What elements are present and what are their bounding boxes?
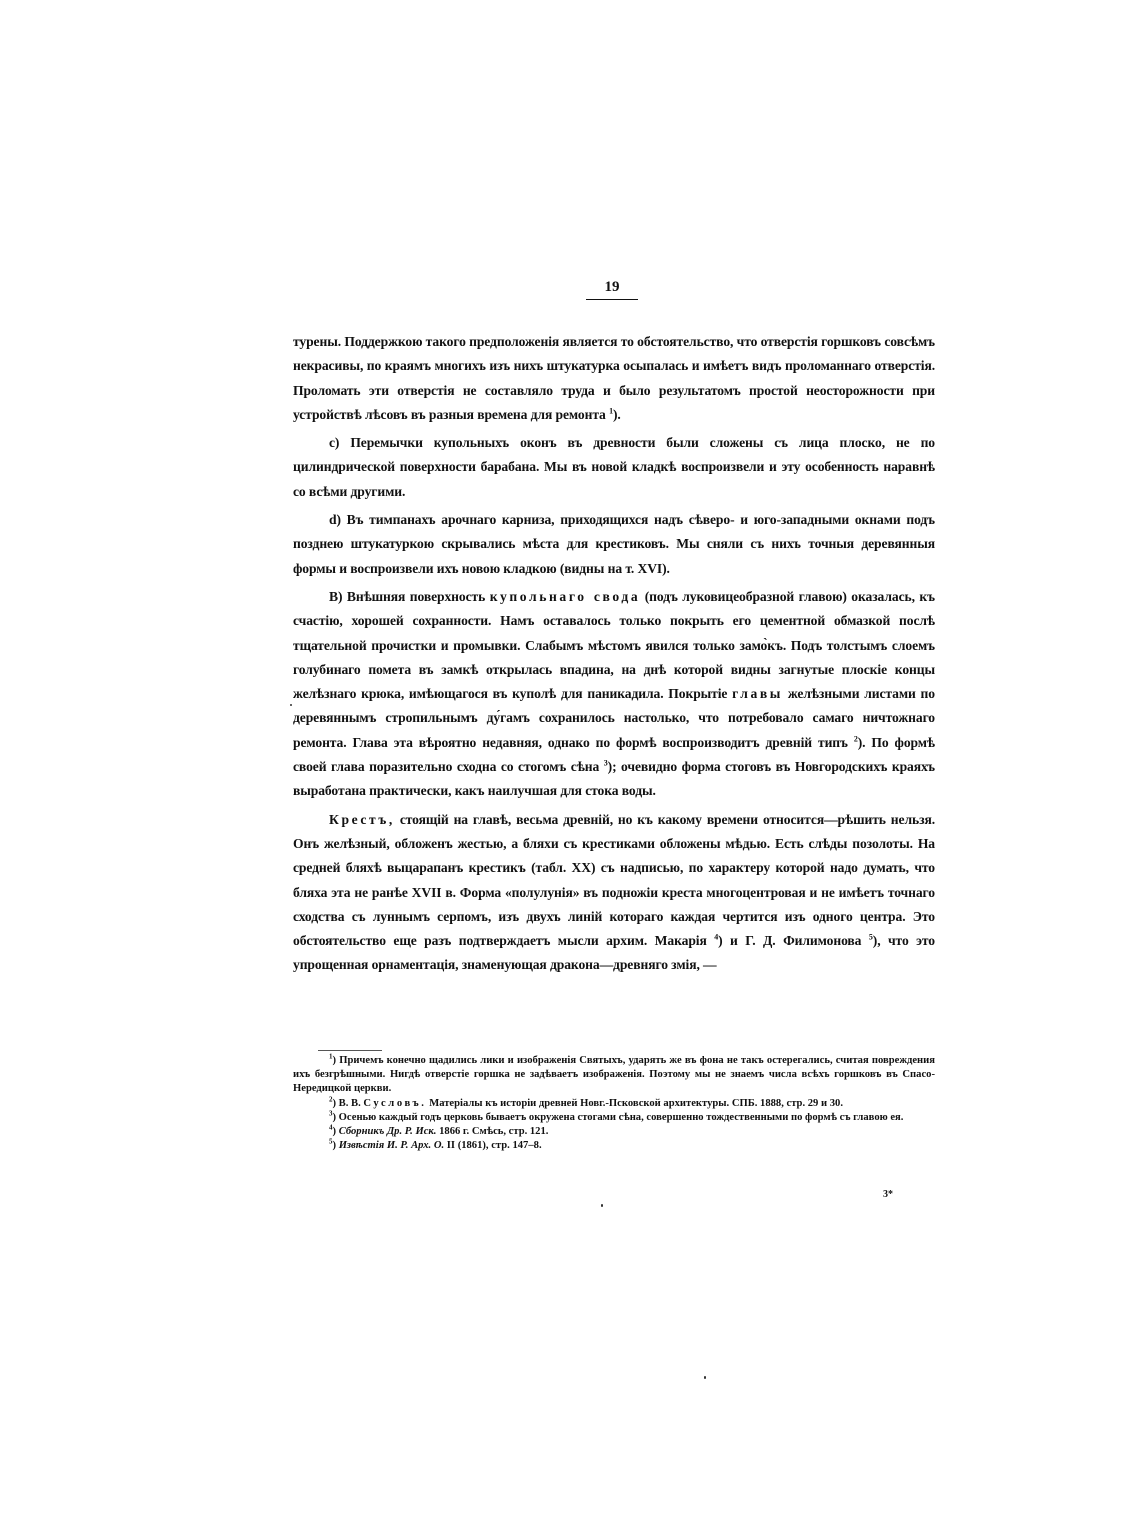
- paragraph-b-text-2: желѣзными листами по деревяннымъ стропильнымъ ду́гамъ сохранилось настолько, что потребовало самаго ничтожнаго ремонта. Глава эта вѣроятно недавняя, однако по формѣ воспроизводитъ древній типъ: [293, 686, 935, 750]
- paragraph-krest: [293, 808, 935, 978]
- footnote-2-author-initials: ) В. В.: [332, 1097, 361, 1109]
- footnote-divider: [318, 1050, 382, 1051]
- paragraph-d: d) Въ тимпанахъ арочнаго карниза, приходящихся надъ сѣверо- и юго-западными окнами подъ позднею штукатуркою скрывались мѣста для крестиковъ. Мы сняли съ нихъ точныя деревянныя формы и воспроизвели ихъ новою кладкою (видны на т. XVI).: [293, 512, 935, 576]
- footnote-3-number: 3: [329, 1109, 333, 1118]
- paragraph-b-text-3: ). По формѣ своей глава поразительно сходна со стогомъ сѣна: [293, 734, 935, 775]
- footnote-3: [293, 1111, 935, 1125]
- scan-speck: [290, 704, 292, 706]
- footnote-4: $^4$) Сборникъ Др. Р. Иск. 1866 г. Смѣсь, стр. 121.: [329, 1123, 549, 1138]
- footnote-5: $^5$) Извѣстія И. Р. Арх. О. II (1861), стр. 147–8.: [329, 1137, 542, 1152]
- footnote-4-text: 1866 г. Смѣсь, стр. 121.: [439, 1126, 549, 1138]
- footnote-4-number: 4: [329, 1123, 333, 1132]
- footnote-ref-4[interactable]: 4: [714, 932, 719, 942]
- paragraph-b: [293, 585, 935, 804]
- paragraph-krest-text-2: ) и Г. Д. Филимонова: [718, 933, 862, 949]
- footnote-2-number: 2: [329, 1095, 333, 1104]
- footnotes: [293, 1054, 935, 1153]
- scan-speck: [704, 1376, 706, 1379]
- spaced-term-krest: Крестъ,: [329, 811, 395, 827]
- footnote-1-number: 1: [329, 1052, 333, 1061]
- body-text: [293, 330, 935, 982]
- paragraph-c: c) Перемычки купольныхъ оконъ въ древности были сложены съ лица плоско, не по цилиндрической поверхности барабана. Мы въ новой кладкѣ воспроизвели и эту особенность наравнѣ со всѣми другими.: [293, 435, 935, 499]
- footnote-2-text: Матеріалы къ исторіи древней Новг.-Псковской архитектуры. СПБ. 1888, стр. 29 и 30.: [429, 1097, 843, 1109]
- footnote-ref-3[interactable]: 3: [603, 758, 608, 768]
- paragraph-krest-text-1: стоящій на главѣ, весьма древній, но къ какому времени относится—рѣшить нельзя. Онъ желѣзный, обложенъ жестью, а бляхи съ крестиками обложены мѣдью. Есть слѣды позолоты. На средней бляхѣ выцарапанъ крестикъ (табл. XX) съ надписью, по характеру которой надо думать, что бляха эта не ранѣе XVII в. Форма «полулунія» въ подножіи креста многоцентровая и не имѣетъ точнаго сходства съ луннымъ серпомъ, изъ двухъ линій котораго каждая чертится изъ одного центра. Это обстоятельство еще разъ подтверждаетъ мысли архим. Макарія: [293, 811, 935, 949]
- paragraph-1: [293, 330, 935, 427]
- page-number: 19: [586, 279, 638, 300]
- paragraph-b-text-1: (подъ луковицеобразной главою) оказалась, къ счастію, хорошей сохранности. Намъ оставалось только покрыть его цементной обмазкой послѣ тщательной прочистки и промывки. Слабымъ мѣстомъ явился только замо̀къ. Подъ толстымъ слоемъ голубинаго помета въ замкѣ открылась впадина, на днѣ которой видны загнутые плоскіе концы желѣзнаго крюка, имѣющагося въ куполѣ для паникадила. Покрытіе: [293, 588, 935, 702]
- footnote-1-text: ) Причемъ конечно щадились лики и изображенія Святыхъ, ударять же въ фона не такъ остерегались, считая повреждения ихъ безгрѣшными. Нигдѣ отверстіе горшка не задѣваетъ изображенія. Поэтому мы не знаемъ числа всѣхъ горшковъ въ Спасо-Нередицкой церкви.: [293, 1055, 935, 1095]
- footnote-5-title: Извѣстія И. Р. Арх. О.: [338, 1140, 445, 1152]
- paragraph-krest-text-3: ), что это упрощенная орнаментація, знаменующая дракона—древняго змія, —: [293, 933, 936, 973]
- footnote-5-number: 5: [329, 1137, 333, 1146]
- footnote-3-text: ) Осенью каждый годъ церковь бываетъ окружена стогами сѣна, совершенно тождественными по формѣ съ главою ея.: [332, 1111, 904, 1123]
- spaced-term-kupolnago-svoda: купольнаго свода: [489, 588, 641, 604]
- footnote-2: [293, 1097, 935, 1111]
- scan-speck: [601, 1204, 603, 1207]
- paragraph-b-lead: B) Внѣшняя поверхность: [329, 588, 486, 604]
- spaced-term-glavy: главы: [732, 686, 784, 702]
- footnote-4-title: Сборникъ Др. Р. Иск.: [338, 1126, 437, 1138]
- footnote-2-author: Сусловъ.: [363, 1097, 427, 1109]
- footnote-ref-1[interactable]: 1: [609, 406, 613, 416]
- footnote-1: [293, 1054, 935, 1097]
- paragraph-1-text: турены. Поддержкою такого предположенія является то обстоятельство, что отверстія горшковъ совсѣмъ некрасивы, по краямъ многихъ изъ нихъ штукатурка осыпалась и имѣетъ видъ проломаннаго отверстія. Проломать эти отверстія не составляло труда и было результатомъ простой неосторожности при устройствѣ лѣсовъ въ разныя времена для ремонта: [293, 334, 935, 422]
- paragraph-b-text-4: ); очевидно форма стоговъ въ Новгородскихъ краяхъ выработана практически, какъ наилучшая для стока воды.: [293, 759, 935, 799]
- footnote-ref-2[interactable]: 2: [853, 734, 858, 744]
- paragraph-1-tail: ).: [612, 406, 621, 422]
- sheet-signature-mark: 3*: [883, 1189, 893, 1200]
- footnote-ref-5[interactable]: 5: [868, 932, 873, 942]
- footnote-5-text: II (1861), стр. 147–8.: [446, 1140, 542, 1152]
